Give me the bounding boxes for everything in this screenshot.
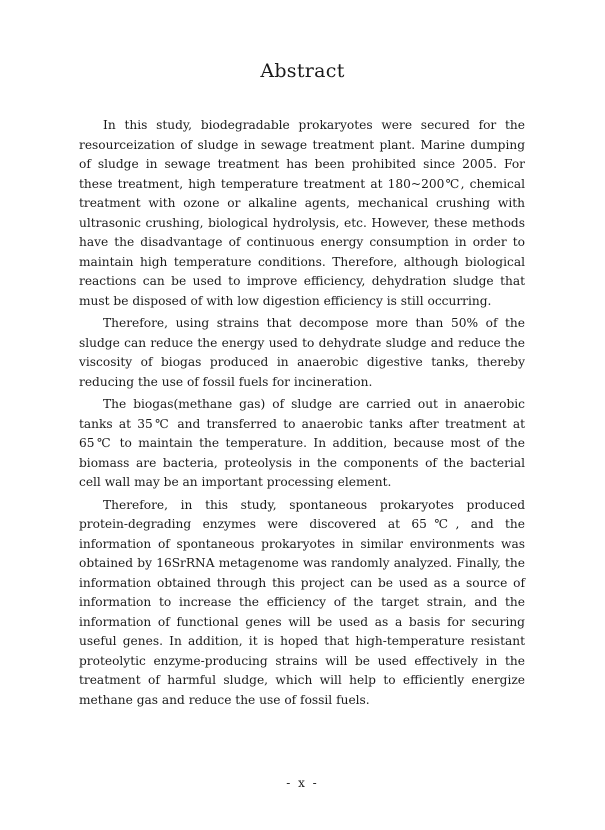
paragraph-3: The biogas(methane gas) of sludge are carried out in anaerobic tanks at 35℃ and transferred to anaerobic tanks after treatment at 65℃ to maintain the temperature. In addition, because most of the biomass are bacteria, proteolysis in the components of the bacterial cell wall may be an important processing element. xyxy=(79,397,525,489)
paragraph-4: Therefore, in this study, spontaneous prokaryotes produced protein-degrading enzymes were discovered at 65℃, and the information of spontaneous prokaryotes in similar environments was obtained by 16SrRNA metagenome was randomly analyzed. Finally, the information obtained through this project can be used as a source of information to increase the efficiency of the target strain, and the information of functional genes will be used as a basis for securing useful genes. In addition, it is hoped that high-temperature resistant proteolytic enzyme-producing strains will be used effectively in the treatment of harmful sludge, which will help to efficiently energize methane gas and reduce the use of fossil fuels. xyxy=(79,497,525,707)
page-number: - x - xyxy=(286,776,319,790)
paragraph-1: In this study, biodegradable prokaryotes were secured for the resourceization of sludge in sewage treatment plant. Marine dumping of sludge in sewage treatment has been prohibited since 2005. For these treatment, high temperature treatment at 180~200℃, chemical treatment with ozone or alkaline agents, mechanical crushing with ultrasonic crushing, biological hydrolysis, etc. However, these methods have the disadvantage of continuous energy consumption in order to maintain high temperature conditions. Therefore, although biological reactions can be used to improve efficiency, dehydration sludge that must be disposed of with low digestion efficiency is still occurring. xyxy=(79,118,525,308)
page-title: Abstract xyxy=(260,60,345,82)
abstract-body xyxy=(79,116,525,713)
paragraph-2: Therefore, using strains that decompose more than 50% of the sludge can reduce the energy used to dehydrate sludge and reduce the viscosity of biogas produced in anaerobic digestive tanks, thereby reducing the use of fossil fuels for incineration. xyxy=(79,316,525,389)
